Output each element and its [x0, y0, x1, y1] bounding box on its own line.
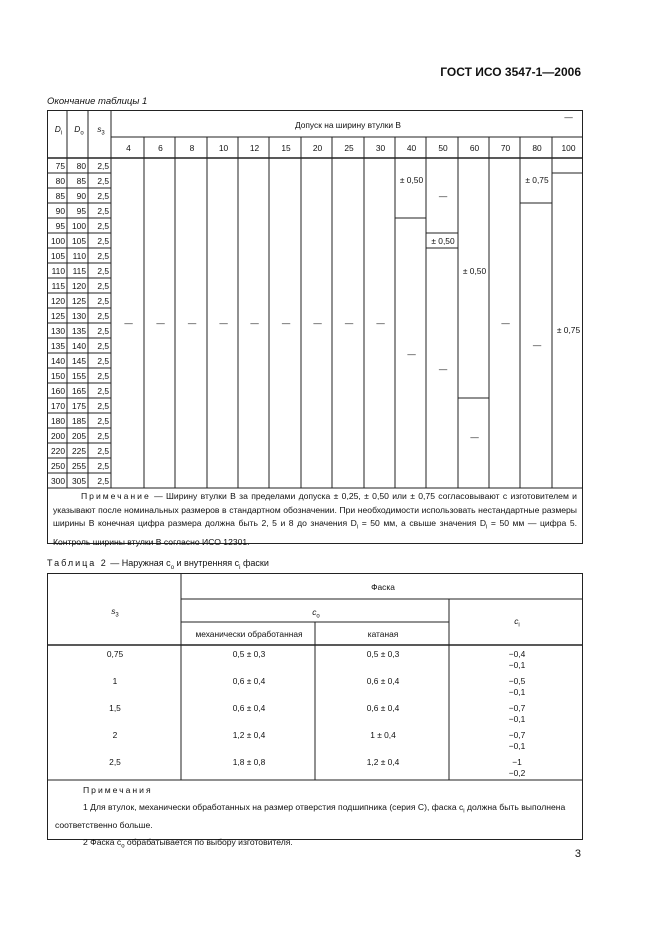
- width-header-12: 12: [249, 143, 260, 153]
- tol-050-col60: ± 0,50: [462, 266, 487, 276]
- s3-value: 2,5: [97, 476, 109, 486]
- t2-rolled-value: 1 ± 0,4: [370, 730, 396, 740]
- d-outer-value: 80: [76, 161, 86, 171]
- note-1: 1 Для втулок, механически обработанных на размер отверстия подшипника (серия С), фаска $c_i$ должна быть выполнена соответственно больше.: [55, 802, 566, 830]
- dash-cell: —: [219, 318, 228, 328]
- t2-ci-bot: −0,1: [508, 687, 526, 697]
- d-inner-value: 250: [51, 461, 65, 471]
- s3-value: 2,5: [97, 446, 109, 456]
- t2-rolled-value: 1,2 ± 0,4: [366, 757, 400, 767]
- s3-value: 2,5: [97, 236, 109, 246]
- dash-cell: —: [438, 191, 448, 201]
- dash-cell: —: [187, 318, 197, 328]
- note-label: Примечание: [81, 491, 151, 501]
- table1: [47, 110, 583, 544]
- width-header-15: 15: [281, 143, 291, 153]
- d-inner-value: 150: [51, 371, 65, 381]
- d-inner-value: 75: [55, 161, 65, 171]
- d-outer-value: 120: [72, 281, 86, 291]
- d-inner-value: 300: [51, 476, 65, 486]
- d-outer-value: 155: [72, 371, 86, 381]
- tol-075-col100: ± 0,75: [556, 325, 581, 335]
- d-outer-value: 115: [72, 266, 86, 276]
- dash-cell: —: [313, 318, 322, 328]
- t2-ci-top: −0,7: [508, 703, 526, 713]
- d-outer-value: 90: [76, 191, 86, 201]
- t2-machined-value: 0,6 ± 0,4: [232, 676, 266, 686]
- d-outer-value: 125: [72, 296, 86, 306]
- tol-050-col40: ± 0,50: [399, 175, 424, 185]
- d-inner-value: 200: [51, 431, 65, 441]
- width-header-50: 50: [438, 143, 448, 153]
- d-outer-value: 85: [76, 176, 86, 186]
- d-inner-value: 95: [55, 221, 65, 231]
- table1-caption: Окончание таблицы 1: [47, 96, 148, 107]
- t2-ci-bot: −0,1: [508, 660, 526, 670]
- s3-value: 2,5: [97, 281, 109, 291]
- dash-cell: —: [281, 318, 291, 328]
- t2-ci-top: −0,5: [508, 676, 526, 686]
- s3-value: 2,5: [97, 161, 109, 171]
- t2-head-chamfer: Фаска: [371, 582, 395, 592]
- header-d-inner: $D_i$: [54, 124, 63, 137]
- d-outer-value: 145: [72, 356, 86, 366]
- s3-value: 2,5: [97, 371, 109, 381]
- width-header-80: 80: [532, 143, 542, 153]
- header-d-outer: $D_o$: [74, 124, 84, 137]
- dash-cell: —: [250, 318, 259, 328]
- dash-cell: —: [564, 112, 573, 122]
- s3-value: 2,5: [97, 251, 109, 261]
- s3-value: 2,5: [97, 356, 109, 366]
- s3-value: 2,5: [97, 431, 109, 441]
- dash-cell: —: [407, 349, 416, 359]
- s3-value: 2,5: [97, 266, 109, 276]
- s3-value: 2,5: [97, 461, 109, 471]
- header-s3: $s_3$: [97, 124, 105, 137]
- dash-cell: —: [156, 318, 165, 328]
- d-inner-value: 125: [51, 311, 65, 321]
- d-inner-value: 110: [51, 266, 65, 276]
- note-2: 2 Фаска $c_o$ обрабатывается по выбору изготовителя.: [83, 836, 293, 850]
- t2-machined-value: 0,6 ± 0,4: [232, 703, 266, 713]
- t2-rolled-value: 0,5 ± 0,3: [366, 649, 400, 659]
- t2-head-s3: $s_3$: [111, 606, 119, 619]
- t2-head-rolled: катаная: [367, 629, 399, 639]
- d-outer-value: 135: [72, 326, 86, 336]
- t2-s3-value: 1,5: [109, 703, 121, 713]
- t2-ci-bot: −0,1: [508, 714, 526, 724]
- s3-value: 2,5: [97, 191, 109, 201]
- dash-cell: —: [501, 318, 510, 328]
- s3-value: 2,5: [97, 341, 109, 351]
- d-outer-value: 205: [72, 431, 86, 441]
- table1-note: Примечание — Ширину втулки B за пределами допуска ± 0,25, ± 0,50 или ± 0,75 согласовывают с изготовителем и указывают после номинальных размеров в стандартном обозначении. При необходимости использовать нестандартные размеры ширины B конечная цифра размера должна быть 2, 5 и 8 до значения $D_i = 50$ мм, а свыше значения $D_i = 50$ мм — цифра 5. Контроль ширины втулки B согласно ИСО 12301.: [53, 491, 577, 547]
- d-inner-value: 130: [51, 326, 65, 336]
- width-header-25: 25: [344, 143, 354, 153]
- t2-head-machined: механически обработанная: [195, 629, 303, 639]
- t2-ci-top: −0,4: [508, 649, 526, 659]
- t2-s3-value: 2: [112, 730, 118, 740]
- width-header-70: 70: [500, 143, 511, 153]
- s3-value: 2,5: [97, 221, 109, 231]
- d-outer-value: 185: [72, 416, 86, 426]
- d-inner-value: 160: [51, 386, 65, 396]
- t2-s3-value: 1: [112, 676, 118, 686]
- d-inner-value: 180: [51, 416, 65, 426]
- t2-ci-bot: −0,2: [508, 768, 526, 778]
- d-inner-value: 105: [51, 251, 65, 261]
- t2-rolled-value: 0,6 ± 0,4: [366, 703, 400, 713]
- standard-header: ГОСТ ИСО 3547-1—2006: [440, 65, 581, 79]
- width-header-8: 8: [189, 143, 195, 153]
- d-outer-value: 165: [72, 386, 86, 396]
- width-header-4: 4: [126, 143, 131, 153]
- tolerance-title: Допуск на ширину втулки B: [294, 120, 402, 130]
- d-inner-value: 115: [51, 281, 65, 291]
- dash-cell: —: [124, 318, 133, 328]
- s3-value: 2,5: [97, 176, 109, 186]
- s3-value: 2,5: [97, 296, 109, 306]
- tol-050-col50: ± 0,50: [431, 236, 455, 246]
- d-outer-value: 255: [72, 461, 86, 471]
- tol-075-col80: ± 0,75: [525, 175, 549, 185]
- d-outer-value: 130: [72, 311, 86, 321]
- t2-machined-value: 1,8 ± 0,8: [232, 757, 266, 767]
- t2-rolled-value: 0,6 ± 0,4: [366, 676, 400, 686]
- d-outer-value: 225: [72, 446, 86, 456]
- width-header-60: 60: [469, 143, 480, 153]
- d-outer-value: 140: [72, 341, 86, 351]
- d-inner-value: 120: [51, 296, 65, 306]
- dash-cell: —: [438, 364, 448, 374]
- t2-ci-top: −0,7: [508, 730, 526, 740]
- width-header-100: 100: [561, 143, 576, 153]
- t2-machined-value: 1,2 ± 0,4: [232, 730, 266, 740]
- dash-cell: —: [376, 318, 385, 328]
- t2-s3-value: 0,75: [106, 649, 124, 659]
- d-outer-value: 95: [76, 206, 86, 216]
- s3-value: 2,5: [97, 326, 109, 336]
- d-inner-value: 170: [51, 401, 65, 411]
- width-header-10: 10: [218, 143, 229, 153]
- d-outer-value: 105: [72, 236, 86, 246]
- d-inner-value: 220: [51, 446, 65, 456]
- d-inner-value: 85: [55, 191, 65, 201]
- d-outer-value: 100: [72, 221, 86, 231]
- d-inner-value: 135: [51, 341, 65, 351]
- t2-ci-top: −1: [512, 757, 522, 767]
- d-outer-value: 175: [72, 401, 86, 411]
- page-number: 3: [574, 848, 581, 860]
- dash-cell: —: [470, 432, 479, 442]
- notes-title: Примечания: [83, 785, 153, 795]
- s3-value: 2,5: [97, 386, 109, 396]
- table2-caption: Таблица 2 — Наружная $c_o$ и внутренняя $c_i$ фаски: [47, 558, 269, 571]
- d-inner-value: 80: [55, 176, 65, 186]
- dash-cell: —: [532, 340, 542, 350]
- s3-value: 2,5: [97, 206, 109, 216]
- t2-ci-bot: −0,1: [508, 741, 526, 751]
- t2-head-ci: $c_i$: [514, 616, 520, 629]
- d-inner-value: 100: [51, 236, 65, 246]
- width-header-40: 40: [406, 143, 417, 153]
- t2-s3-value: 2,5: [109, 757, 121, 767]
- table2-notes: [47, 780, 583, 853]
- t2-head-co: $c_o$: [312, 607, 320, 620]
- t2-machined-value: 0,5 ± 0,3: [232, 649, 266, 659]
- width-header-6: 6: [158, 143, 163, 153]
- note-text: — Ширину втулки B за пределами допуска ± 0,25, ± 0,50 или ± 0,75 согласовывают с изготовителем и указывают после номинальных размеров в стандартном обозначении. При необходимости использовать нестандартные размеры ширины B конечная цифра размера должна быть 2, 5 и 8 до значения D: [53, 491, 577, 529]
- s3-value: 2,5: [97, 416, 109, 426]
- s3-value: 2,5: [97, 401, 109, 411]
- d-inner-value: 140: [51, 356, 65, 366]
- d-outer-value: 110: [72, 251, 86, 261]
- width-header-20: 20: [312, 143, 323, 153]
- dash-cell: —: [344, 318, 354, 328]
- width-header-30: 30: [375, 143, 386, 153]
- d-outer-value: 305: [72, 476, 86, 486]
- s3-value: 2,5: [97, 311, 109, 321]
- d-inner-value: 90: [55, 206, 65, 216]
